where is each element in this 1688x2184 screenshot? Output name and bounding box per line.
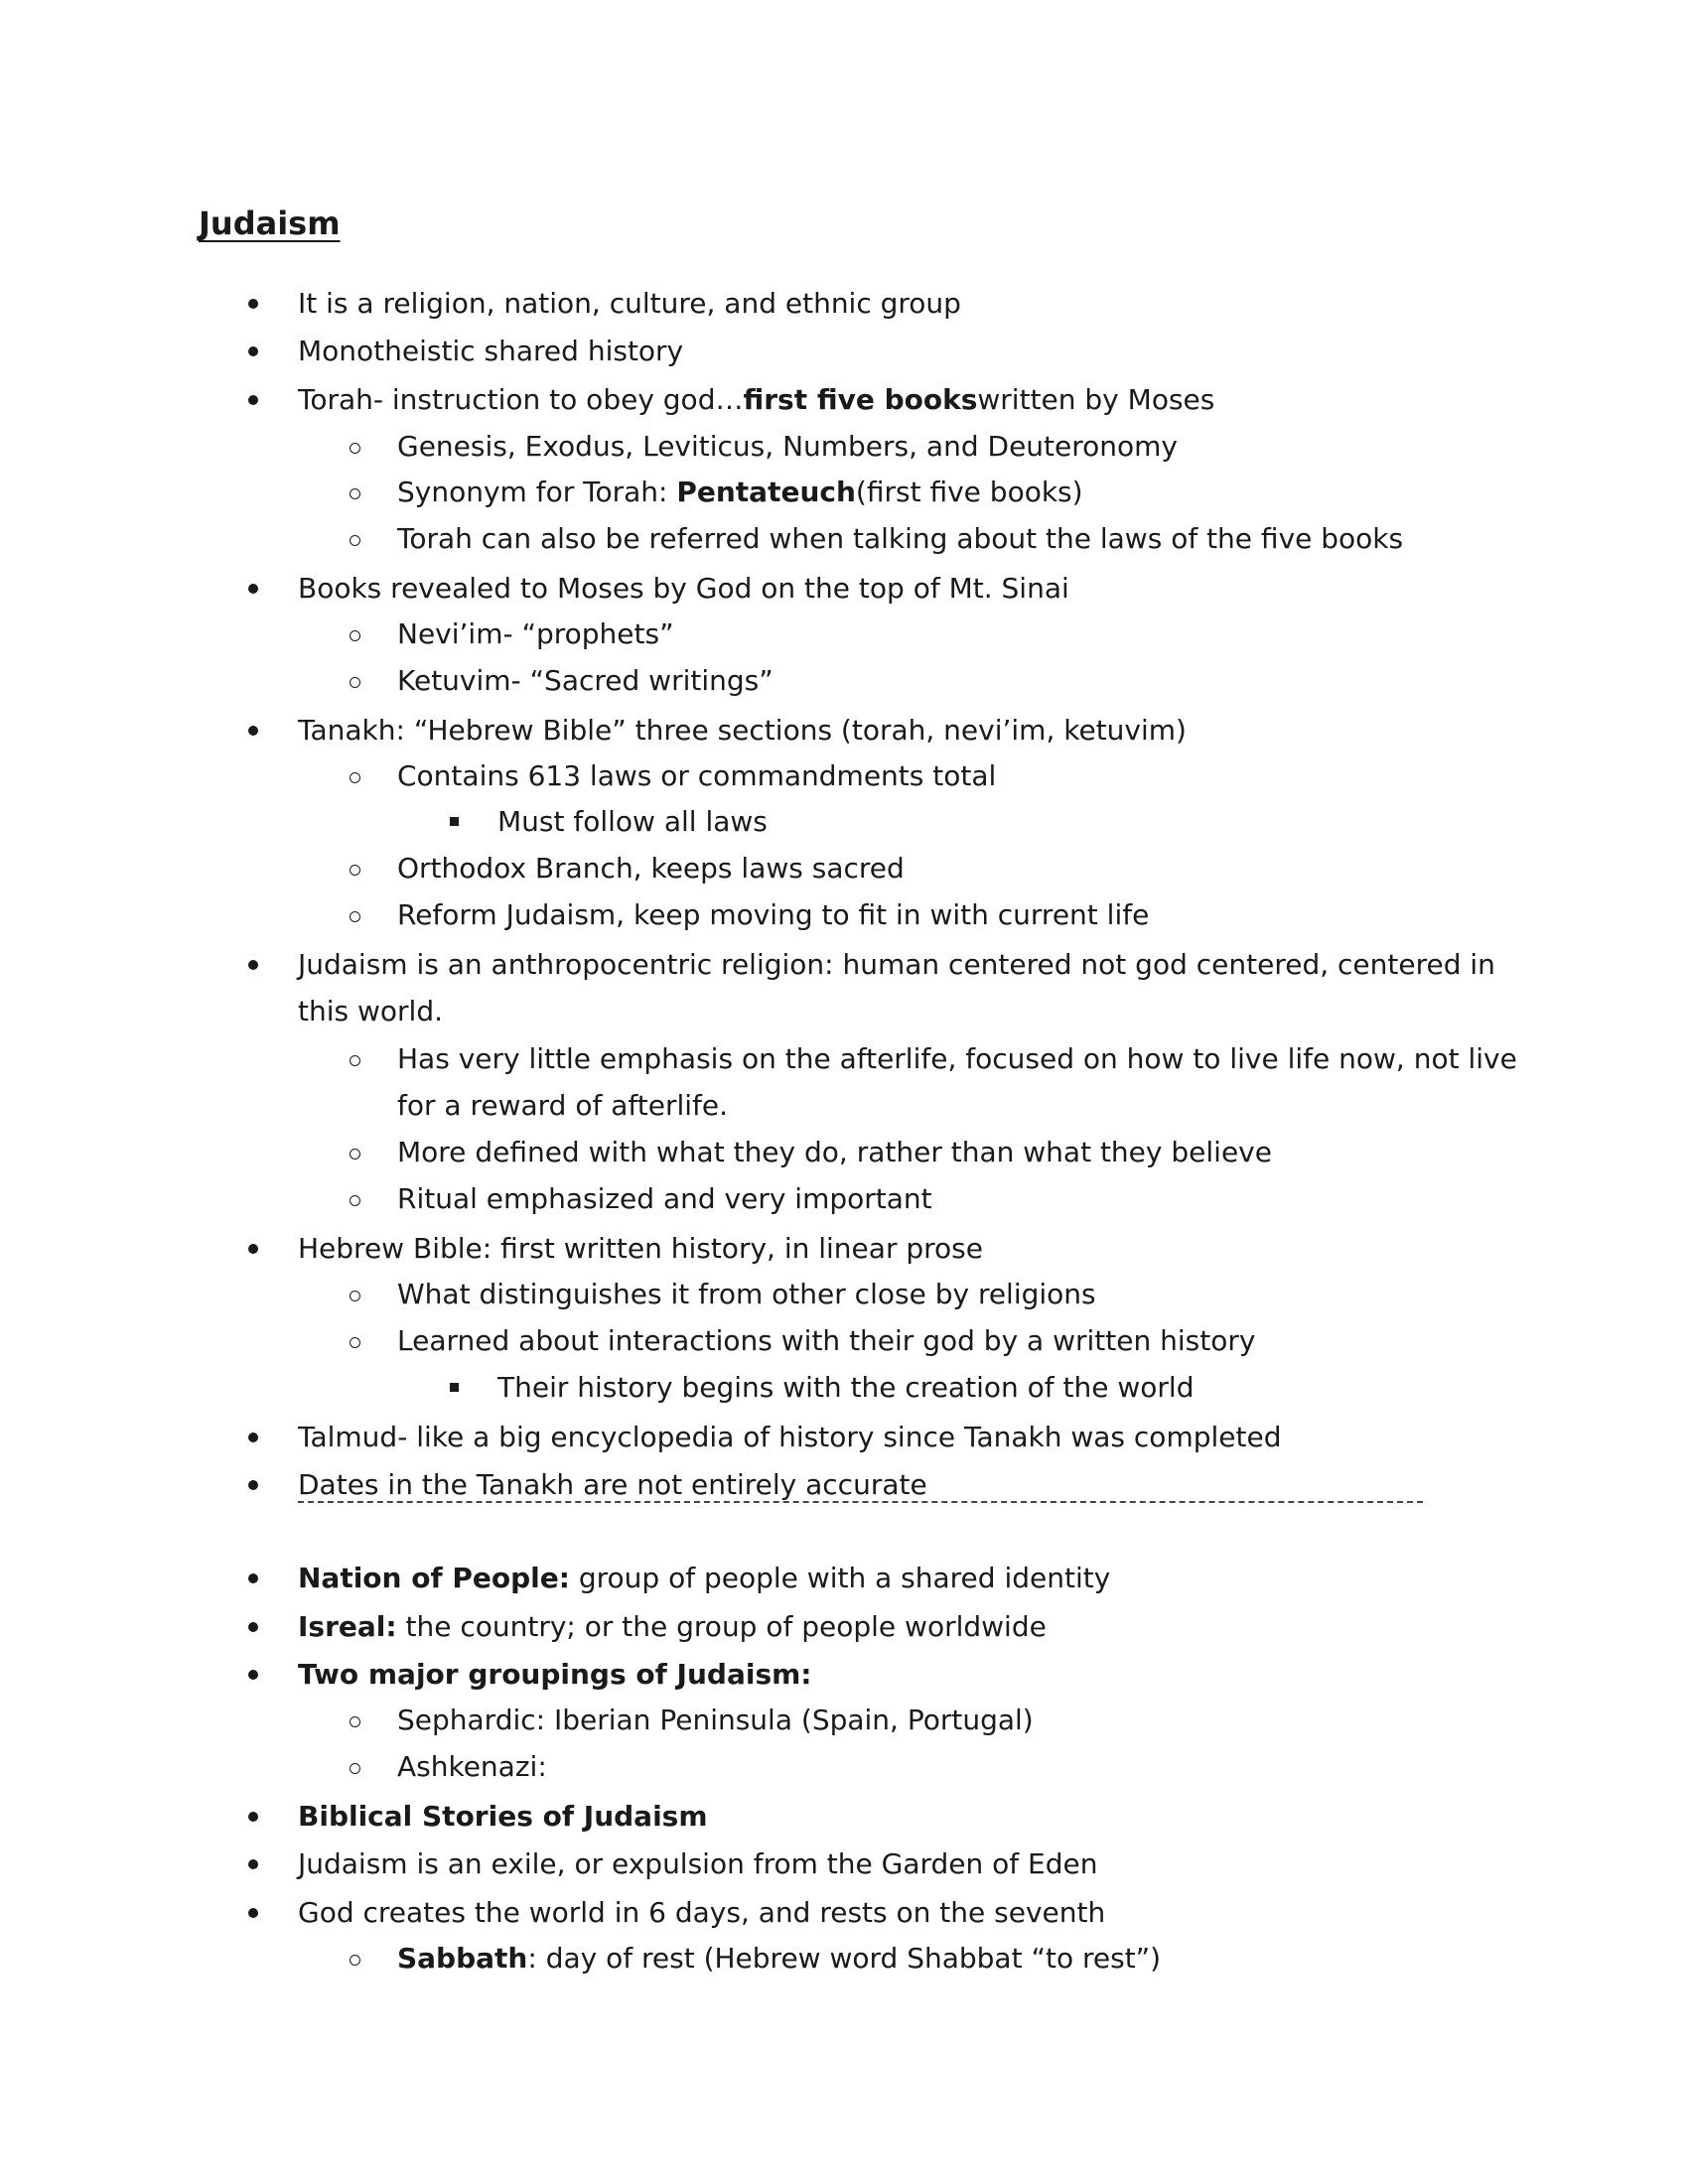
circle-bullet-icon (350, 677, 360, 688)
bullet-icon (248, 1670, 258, 1680)
list-item: Ashkenazi: (397, 1750, 547, 1783)
circle-bullet-icon (350, 911, 360, 922)
circle-bullet-icon (350, 1716, 360, 1727)
list-item-bold-text: Biblical Stories of Judaism (298, 1800, 708, 1833)
list-item: Hebrew Bible: first written history, in linear prose (298, 1232, 983, 1265)
list-item-text: : day of rest (Hebrew word Shabbat “to rest”) (527, 1942, 1162, 1975)
list-item: Reform Judaism, keep moving to fit in with current life (397, 898, 1150, 931)
list-item-text: (first five books) (855, 476, 1083, 508)
page-title: Judaism (199, 205, 341, 242)
list-item-bold-text: Two major groupings of Judaism: (298, 1658, 812, 1691)
circle-bullet-icon (350, 1337, 360, 1348)
list-item: Has very little emphasis on the afterlife, focused on how to live life now, not live (397, 1042, 1517, 1075)
list-item-text: the country; or the group of people worldwide (396, 1610, 1047, 1643)
list-item: Judaism is an exile, or expulsion from the Garden of Eden (298, 1847, 1098, 1880)
list-item: Books revealed to Moses by God on the top of Mt. Sinai (298, 572, 1069, 605)
list-item-bold-text: Nation of People: (298, 1562, 570, 1594)
circle-bullet-icon (350, 535, 360, 546)
list-item-bold-text: Sabbath (397, 1942, 528, 1975)
list-item-text: group of people with a shared identity (569, 1562, 1111, 1594)
list-item-bold-text: first five books (743, 383, 978, 416)
list-item: Their history begins with the creation of the world (497, 1371, 1195, 1404)
bullet-icon (248, 1244, 258, 1254)
bullet-icon (248, 299, 258, 309)
list-item: What distinguishes it from other close by religions (397, 1278, 1096, 1310)
bullet-icon (248, 1622, 258, 1632)
list-item: Genesis, Exodus, Leviticus, Numbers, and Deuteronomy (397, 430, 1178, 463)
bullet-icon (248, 346, 258, 356)
circle-bullet-icon (350, 865, 360, 876)
bullet-icon (248, 1812, 258, 1822)
list-item-bold-text: Pentateuch (676, 476, 856, 508)
list-item (397, 470, 1083, 515)
circle-bullet-icon (350, 1955, 360, 1966)
circle-bullet-icon (350, 1763, 360, 1774)
list-item: It is a religion, nation, culture, and ethnic group (298, 287, 961, 320)
circle-bullet-icon (350, 1149, 360, 1160)
list-item: Contains 613 laws or commandments total (397, 759, 997, 792)
list-item: Orthodox Branch, keeps laws sacred (397, 852, 905, 885)
list-item (298, 377, 1214, 423)
list-item: Ritual emphasized and very important (397, 1182, 932, 1215)
list-item-text: written by Moses (977, 383, 1215, 416)
list-item-bold-text: Isreal: (298, 1610, 397, 1643)
circle-bullet-icon (350, 488, 360, 499)
bullet-icon (248, 1573, 258, 1583)
list-item-text: Synonym for Torah: (397, 476, 677, 508)
circle-bullet-icon (350, 1195, 360, 1206)
list-item (298, 1652, 811, 1698)
list-item (397, 1936, 1161, 1981)
list-item-continuation: this world. (298, 995, 443, 1027)
list-item: Dates in the Tanakh are not entirely accurate (298, 1468, 927, 1501)
list-item: Judaism is an anthropocentric religion: human centered not god centered, centered in (298, 948, 1495, 981)
circle-bullet-icon (350, 443, 360, 454)
list-item: Learned about interactions with their god by a written history (397, 1324, 1256, 1357)
bullet-icon (248, 726, 258, 736)
list-item: Ketuvim- “Sacred writings” (397, 664, 774, 697)
list-item: Tanakh: “Hebrew Bible” three sections (torah, nevi’im, ketuvim) (298, 714, 1187, 747)
list-item: Must follow all laws (497, 805, 768, 838)
circle-bullet-icon (350, 772, 360, 783)
circle-bullet-icon (350, 1055, 360, 1066)
circle-bullet-icon (350, 630, 360, 641)
list-item: Torah can also be referred when talking about the laws of the five books (397, 522, 1404, 555)
bullet-icon (248, 1908, 258, 1918)
list-item: Sephardic: Iberian Peninsula (Spain, Portugal) (397, 1704, 1034, 1736)
bullet-icon (248, 1433, 258, 1442)
list-item: God creates the world in 6 days, and rests on the seventh (298, 1896, 1106, 1929)
list-item (298, 1604, 1047, 1650)
list-item (298, 1556, 1110, 1601)
list-item (298, 1794, 708, 1840)
square-bullet-icon (450, 817, 459, 826)
bullet-icon (248, 584, 258, 594)
list-item: More defined with what they do, rather than what they believe (397, 1136, 1272, 1168)
bullet-icon (248, 960, 258, 970)
list-item: Talmud- like a big encyclopedia of history since Tanakh was completed (298, 1421, 1282, 1453)
section-divider (298, 1501, 1423, 1503)
list-item: Monotheistic shared history (298, 335, 684, 367)
bullet-icon (248, 1859, 258, 1869)
square-bullet-icon (450, 1383, 459, 1392)
circle-bullet-icon (350, 1291, 360, 1301)
list-item-text: Torah- instruction to obey god… (298, 383, 744, 416)
bullet-icon (248, 1480, 258, 1490)
list-item-continuation: for a reward of afterlife. (397, 1089, 729, 1122)
list-item: Nevi’im- “prophets” (397, 617, 674, 650)
bullet-icon (248, 395, 258, 405)
